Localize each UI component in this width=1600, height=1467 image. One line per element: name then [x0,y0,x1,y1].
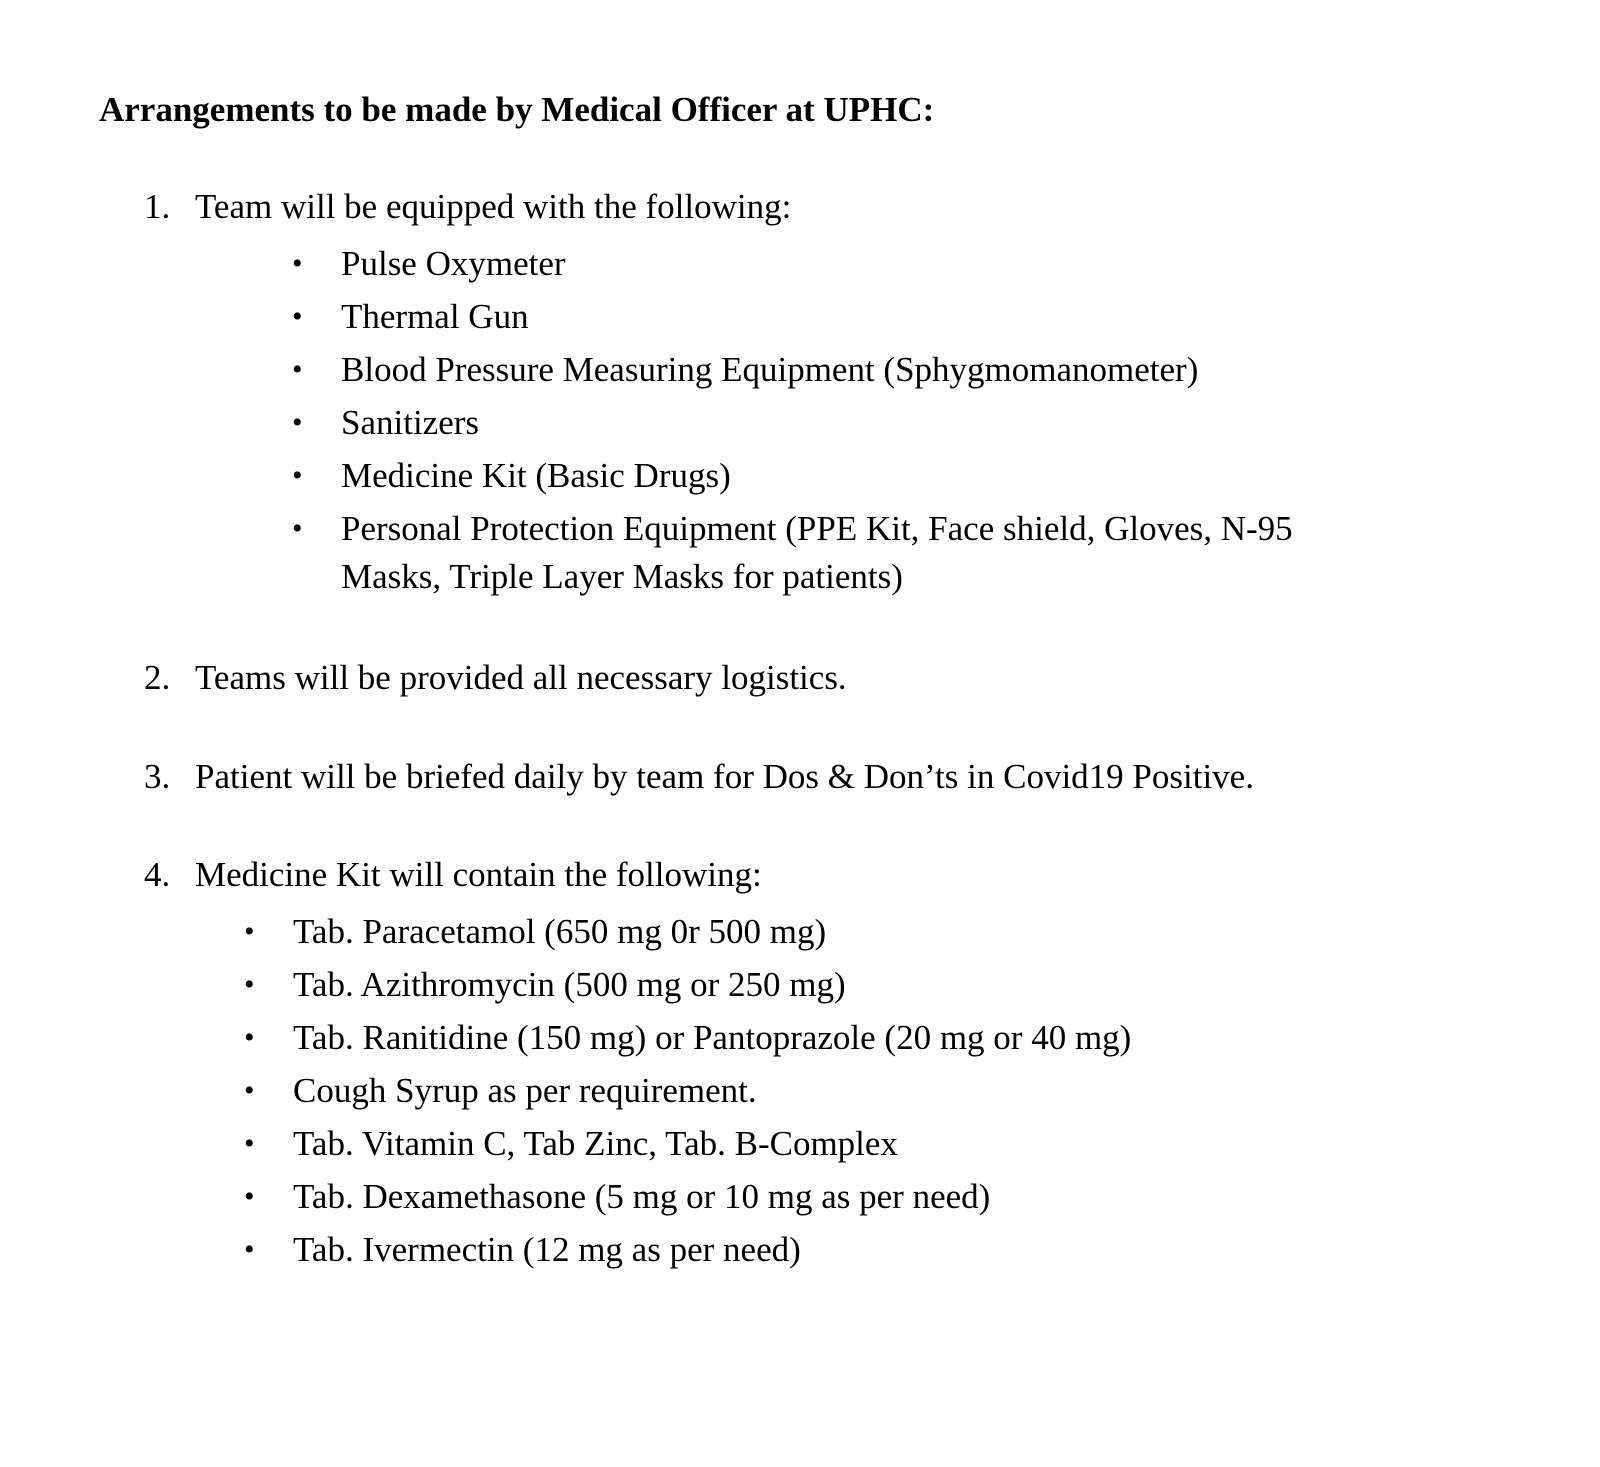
bullet-icon: • [292,406,303,439]
list-item-text: Personal Protection Equipment (PPE Kit, Face shield, Gloves, N-95 Masks, Triple Layer Masks for patients) [341,509,1293,596]
list-item-text: Tab. Dexamethasone (5 mg or 10 mg as per need) [293,1177,991,1216]
bullet-icon: • [244,915,255,948]
bullet-icon: • [292,459,303,492]
list-item-text: Tab. Paracetamol (650 mg 0r 500 mg) [293,912,827,951]
list-item [0,1223,838,1276]
list-item-text: Thermal Gun [341,297,529,336]
list-item-text: Pulse Oxymeter [341,244,566,283]
list-item-text: Medicine Kit (Basic Drugs) [341,456,731,495]
bullet-icon: • [244,1233,255,1266]
list-item-text: Tab. Vitamin C, Tab Zinc, Tab. B-Complex [293,1124,898,1163]
list-item [0,237,960,290]
item-text: Teams will be provided all necessary logistics. [195,658,847,697]
item-number: 3. [144,757,171,796]
list-item [0,1117,898,1170]
item-text: Team will be equipped with the following: [195,187,792,226]
list-item-text: Sanitizers [341,403,480,442]
bullet-icon: • [292,247,303,280]
list-item-text: Tab. Ranitidine (150 mg) or Pantoprazole (20 mg or 40 mg) [293,1018,1132,1057]
list-item-text: Blood Pressure Measuring Equipment (Sphygmomanometer) [341,350,1199,389]
bullet-icon: • [292,353,303,386]
list-item [0,449,960,502]
bullet-icon: • [244,1127,255,1160]
bullet-icon: • [244,1180,255,1213]
list-item [0,343,1199,396]
item-number: 1. [144,187,171,226]
list-item [0,290,960,343]
bullet-icon: • [244,1074,255,1107]
list-item [0,1064,838,1117]
list-item-text: Tab. Ivermectin (12 mg as per need) [293,1230,801,1269]
item-text: Patient will be briefed daily by team for Dos & Don’ts in Covid19 Positive. [195,757,1254,796]
item-number: 2. [144,658,171,697]
medicine-list [0,905,1132,1276]
list-item [0,396,960,449]
bullet-icon: • [244,1021,255,1054]
item-number: 4. [144,855,171,894]
list-item [0,1011,1132,1064]
list-item-text: Tab. Azithromycin (500 mg or 250 mg) [293,965,846,1004]
document-title: Arrangements to be made by Medical Officer at UPHC: [99,90,935,129]
list-item [0,502,1293,601]
item-text: Medicine Kit will contain the following: [195,855,762,894]
equipment-list [0,237,1293,601]
bullet-icon: • [292,300,303,333]
bullet-icon: • [292,512,303,545]
list-item [0,958,846,1011]
list-item-text: Cough Syrup as per requirement. [293,1071,757,1110]
list-item [0,905,838,958]
list-item [0,1170,991,1223]
bullet-icon: • [244,968,255,1001]
